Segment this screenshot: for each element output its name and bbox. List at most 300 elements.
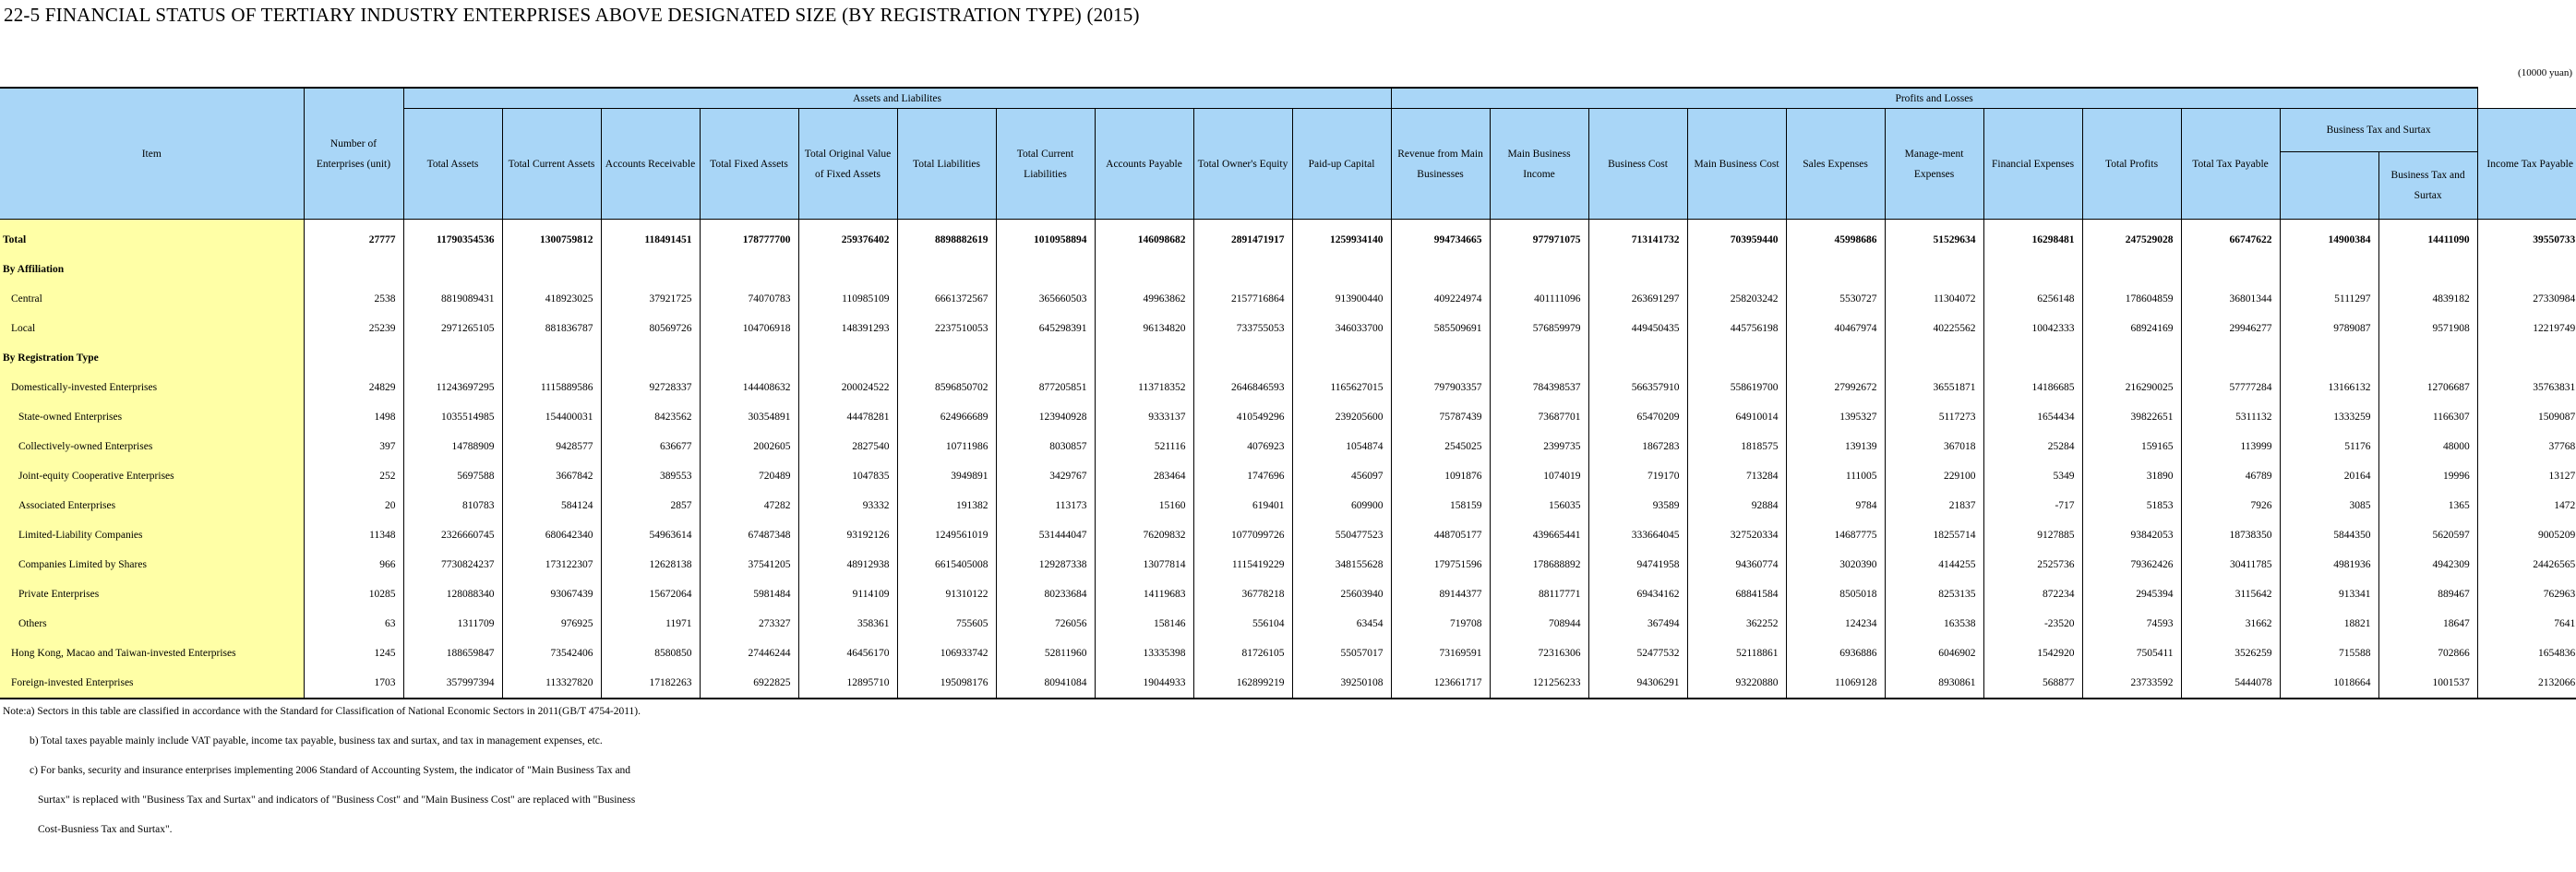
table-cell: 66747622 (2181, 220, 2280, 256)
table-cell: 9789087 (2280, 314, 2378, 343)
table-cell: 4144255 (1885, 550, 1983, 579)
table-cell: 51853 (2082, 491, 2181, 520)
col-header-total-fixed-assets: Total Fixed Assets (700, 109, 798, 220)
group-header-assets: Assets and Liabilites (403, 88, 1391, 109)
table-row (0, 520, 2576, 550)
note-b: b) Total taxes payable mainly include VAT payable, income tax payable, business tax and surtax, and tax in management expenses, etc. (30, 735, 603, 747)
table-cell: 13077814 (1095, 550, 1193, 579)
table-cell: 719170 (1588, 461, 1687, 491)
table-cell (601, 343, 700, 373)
row-label: Private Enterprises (0, 579, 304, 609)
table-cell: 123661717 (1391, 668, 1490, 699)
table-cell: 14900384 (2280, 220, 2378, 256)
table-cell: 30354891 (700, 402, 798, 432)
table-cell: 27330984 (2477, 284, 2576, 314)
table-cell: 94741958 (1588, 550, 1687, 579)
table-cell: 401111096 (1490, 284, 1588, 314)
table-cell: 619401 (1193, 491, 1292, 520)
table-cell: 13166132 (2280, 373, 2378, 402)
table-cell: 178777700 (700, 220, 798, 256)
table-cell (1786, 343, 1885, 373)
table-cell (1588, 343, 1687, 373)
col-header-accounts-payable: Accounts Payable (1095, 109, 1193, 220)
table-cell: 45998686 (1786, 220, 1885, 256)
table-cell: 2646846593 (1193, 373, 1292, 402)
table-cell: 113718352 (1095, 373, 1193, 402)
table-cell: 1542920 (1983, 639, 2082, 668)
table-cell (897, 255, 996, 284)
table-cell: 1333259 (2280, 402, 2378, 432)
table-cell: 5117273 (1885, 402, 1983, 432)
col-header-income-tax-payable: Income Tax Payable (2477, 109, 2576, 220)
table-cell: 216290025 (2082, 373, 2181, 402)
table-cell: 74593 (2082, 609, 2181, 639)
table-cell: 720489 (700, 461, 798, 491)
table-cell: 64910014 (1687, 402, 1786, 432)
table-cell: 1091876 (1391, 461, 1490, 491)
table-cell: 762963 (2477, 579, 2576, 609)
table-cell: 128088340 (403, 579, 502, 609)
table-cell: 2399735 (1490, 432, 1588, 461)
table-cell: 1001537 (2378, 668, 2477, 699)
table-cell (403, 255, 502, 284)
table-cell: 10042333 (1983, 314, 2082, 343)
col-header-total-liabilities: Total Liabilities (897, 109, 996, 220)
notes-section (3, 697, 641, 844)
table-cell: 48000 (2378, 432, 2477, 461)
table-cell: 365660503 (996, 284, 1095, 314)
table-cell: 5530727 (1786, 284, 1885, 314)
table-cell: 80569726 (601, 314, 700, 343)
table-cell (798, 343, 897, 373)
table-cell: 247529028 (2082, 220, 2181, 256)
table-cell: 6661372567 (897, 284, 996, 314)
col-header-total-original-value: Total Original Value of Fixed Assets (798, 109, 897, 220)
table-cell: 1300759812 (502, 220, 601, 256)
table-cell: -23520 (1983, 609, 2082, 639)
table-cell: 63454 (1292, 609, 1391, 639)
table-cell: 158159 (1391, 491, 1490, 520)
table-cell: 3020390 (1786, 550, 1885, 579)
table-cell: 7505411 (2082, 639, 2181, 668)
table-cell: 139139 (1786, 432, 1885, 461)
table-cell: 576859979 (1490, 314, 1588, 343)
row-label: Central (0, 284, 304, 314)
table-cell: 20 (304, 491, 403, 520)
table-cell: 362252 (1687, 609, 1786, 639)
table-cell: 556104 (1193, 609, 1292, 639)
col-header-item: Item (0, 88, 304, 220)
row-label: Foreign-invested Enterprises (0, 668, 304, 699)
table-cell: 1498 (304, 402, 403, 432)
table-cell: 30411785 (2181, 550, 2280, 579)
table-cell: 73687701 (1490, 402, 1588, 432)
table-cell: 521116 (1095, 432, 1193, 461)
table-cell: 25239 (304, 314, 403, 343)
table-row (0, 550, 2576, 579)
table-cell: 715588 (2280, 639, 2378, 668)
row-label: Hong Kong, Macao and Taiwan-invested Enterprises (0, 639, 304, 668)
table-cell: 27992672 (1786, 373, 1885, 402)
row-label: Companies Limited by Shares (0, 550, 304, 579)
table-cell: 346033700 (1292, 314, 1391, 343)
table-cell: 8580850 (601, 639, 700, 668)
table-cell: 713141732 (1588, 220, 1687, 256)
col-header-total-profits: Total Profits (2082, 109, 2181, 220)
table-cell: 8596850702 (897, 373, 996, 402)
table-cell: 11790354536 (403, 220, 502, 256)
table-cell: 702866 (2378, 639, 2477, 668)
table-cell (1193, 343, 1292, 373)
table-cell: 36551871 (1885, 373, 1983, 402)
table-cell: 456097 (1292, 461, 1391, 491)
table-cell: 118491451 (601, 220, 700, 256)
table-cell: 3115642 (2181, 579, 2280, 609)
table-row (0, 373, 2576, 402)
table-cell: 1472 (2477, 491, 2576, 520)
table-cell: 7730824237 (403, 550, 502, 579)
table-cell: 1074019 (1490, 461, 1588, 491)
table-cell: 333664045 (1588, 520, 1687, 550)
table-cell: 91310122 (897, 579, 996, 609)
table-cell: 229100 (1885, 461, 1983, 491)
table-cell: 1035514985 (403, 402, 502, 432)
table-cell: 162899219 (1193, 668, 1292, 699)
table-cell: 46789 (2181, 461, 2280, 491)
table-cell: 1047835 (798, 461, 897, 491)
table-cell: 2857 (601, 491, 700, 520)
col-header-total-current-assets: Total Current Assets (502, 109, 601, 220)
table-cell: 881836787 (502, 314, 601, 343)
table-cell: 5349 (1983, 461, 2082, 491)
table-cell (1885, 343, 1983, 373)
table-cell: 713284 (1687, 461, 1786, 491)
table-cell: 448705177 (1391, 520, 1490, 550)
table-cell: 259376402 (798, 220, 897, 256)
table-cell: 976925 (502, 609, 601, 639)
table-cell: 27777 (304, 220, 403, 256)
table-cell (1786, 255, 1885, 284)
table-cell: 9333137 (1095, 402, 1193, 432)
table-cell: 1115889586 (502, 373, 601, 402)
table-cell: 1654434 (1983, 402, 2082, 432)
table-cell (1095, 255, 1193, 284)
table-cell: 67487348 (700, 520, 798, 550)
table-cell: 163538 (1885, 609, 1983, 639)
table-cell: 2132066 (2477, 668, 2576, 699)
table-cell: 15672064 (601, 579, 700, 609)
table-cell: 68841584 (1687, 579, 1786, 609)
table-cell: 357997394 (403, 668, 502, 699)
table-cell: 17182263 (601, 668, 700, 699)
table-cell: 4942309 (2378, 550, 2477, 579)
table-cell: 3949891 (897, 461, 996, 491)
table-cell: 9784 (1786, 491, 1885, 520)
table-cell (601, 255, 700, 284)
table-cell (2082, 343, 2181, 373)
row-label: Total (0, 220, 304, 256)
table-cell: 55057017 (1292, 639, 1391, 668)
table-cell: 40225562 (1885, 314, 1983, 343)
table-row (0, 255, 2576, 284)
table-cell: 7926 (2181, 491, 2280, 520)
table-cell (1983, 255, 2082, 284)
table-cell: 719708 (1391, 609, 1490, 639)
table-cell: 79362426 (2082, 550, 2181, 579)
table-cell: 8930861 (1885, 668, 1983, 699)
table-cell: 258203242 (1687, 284, 1786, 314)
table-cell (1885, 255, 1983, 284)
table-cell: 74070783 (700, 284, 798, 314)
table-cell: 47282 (700, 491, 798, 520)
table-cell: 31662 (2181, 609, 2280, 639)
table-cell: 75787439 (1391, 402, 1490, 432)
table-cell: 73542406 (502, 639, 601, 668)
table-cell: 877205851 (996, 373, 1095, 402)
table-cell: 188659847 (403, 639, 502, 668)
table-cell: 44478281 (798, 402, 897, 432)
table-cell: 31890 (2082, 461, 2181, 491)
table-cell: 1054874 (1292, 432, 1391, 461)
table-cell: 5844350 (2280, 520, 2378, 550)
table-cell (798, 255, 897, 284)
table-body (0, 220, 2576, 699)
table-cell: 913900440 (1292, 284, 1391, 314)
table-cell: 179751596 (1391, 550, 1490, 579)
table-cell (996, 343, 1095, 373)
note-c: c) For banks, security and insurance enterprises implementing 2006 Standard of Accounting System, the indicator of "Main Business Tax and (30, 765, 631, 776)
col-header-main-business-cost: Main Business Cost (1687, 109, 1786, 220)
table-cell: 5444078 (2181, 668, 2280, 699)
table-cell: 5620597 (2378, 520, 2477, 550)
table-cell: 7641 (2477, 609, 2576, 639)
table-cell: 9005209 (2477, 520, 2576, 550)
table-cell: 36778218 (1193, 579, 1292, 609)
table-cell: 636677 (601, 432, 700, 461)
note-a: Note:a) Sectors in this table are classified in accordance with the Standard for Classification of National Economic Sectors in 2011(GB/T 4754-2011). (3, 706, 641, 717)
table-cell: 2945394 (2082, 579, 2181, 609)
table-cell: 11243697295 (403, 373, 502, 402)
row-label: By Affiliation (0, 255, 304, 284)
table-cell: 8898882619 (897, 220, 996, 256)
col-header-total-current-liabilities: Total Current Liabilities (996, 109, 1095, 220)
table-cell: 239205600 (1292, 402, 1391, 432)
table-cell (2280, 255, 2378, 284)
table-cell: 1077099726 (1193, 520, 1292, 550)
col-header-financial-expenses: Financial Expenses (1983, 109, 2082, 220)
table-cell: 8423562 (601, 402, 700, 432)
table-cell: 13127 (2477, 461, 2576, 491)
table-cell: 111005 (1786, 461, 1885, 491)
table-cell: 8030857 (996, 432, 1095, 461)
page-title: 22-5 FINANCIAL STATUS OF TERTIARY INDUSTRY ENTERPRISES ABOVE DESIGNATED SIZE (BY REGISTRATION TYPE) (2015) (4, 4, 1140, 26)
table-cell: 51176 (2280, 432, 2378, 461)
table-cell: 1245 (304, 639, 403, 668)
table-row (0, 609, 2576, 639)
table-cell: 113999 (2181, 432, 2280, 461)
table-cell: 4981936 (2280, 550, 2378, 579)
table-cell: 106933742 (897, 639, 996, 668)
table-cell: 93067439 (502, 579, 601, 609)
table-cell: 1115419229 (1193, 550, 1292, 579)
table-cell: 37768 (2477, 432, 2576, 461)
table-cell: 755605 (897, 609, 996, 639)
table-cell (897, 343, 996, 373)
table-cell: 409224974 (1391, 284, 1490, 314)
table-cell: 57777284 (2181, 373, 2280, 402)
table-cell: 92728337 (601, 373, 700, 402)
col-header-total-tax-payable: Total Tax Payable (2181, 109, 2280, 220)
table-cell: 48912938 (798, 550, 897, 579)
table-cell: 110985109 (798, 284, 897, 314)
table-cell (1292, 343, 1391, 373)
row-label: Local (0, 314, 304, 343)
table-cell: 6922825 (700, 668, 798, 699)
table-cell: 1747696 (1193, 461, 1292, 491)
table-cell: 49963862 (1095, 284, 1193, 314)
table-cell: 6256148 (1983, 284, 2082, 314)
table-cell: 144408632 (700, 373, 798, 402)
table-cell: 15160 (1095, 491, 1193, 520)
table-cell (2378, 343, 2477, 373)
table-cell: 367494 (1588, 609, 1687, 639)
table-cell (2082, 255, 2181, 284)
col-header-num-enterprises: Number of Enterprises (unit) (304, 88, 403, 220)
table-cell (700, 343, 798, 373)
table-cell: 178604859 (2082, 284, 2181, 314)
table-cell: 16298481 (1983, 220, 2082, 256)
row-label: Joint-equity Cooperative Enterprises (0, 461, 304, 491)
table-cell: 9127885 (1983, 520, 2082, 550)
table-cell: 1249561019 (897, 520, 996, 550)
table-cell: 73169591 (1391, 639, 1490, 668)
table-cell: 584124 (502, 491, 601, 520)
table-cell: 872234 (1983, 579, 2082, 609)
table-cell: 568877 (1983, 668, 2082, 699)
table-cell: 29946277 (2181, 314, 2280, 343)
col-header-main-business-income: Main Business Income (1490, 109, 1588, 220)
table-cell: 6046902 (1885, 639, 1983, 668)
row-label: Domestically-invested Enterprises (0, 373, 304, 402)
table-cell (1490, 255, 1588, 284)
table-cell: 148391293 (798, 314, 897, 343)
table-cell: 2545025 (1391, 432, 1490, 461)
table-cell: 9114109 (798, 579, 897, 609)
table-row (0, 432, 2576, 461)
table-cell: 11069128 (1786, 668, 1885, 699)
table-cell: 1010958894 (996, 220, 1095, 256)
table-cell: 2326660745 (403, 520, 502, 550)
table-cell: 89144377 (1391, 579, 1490, 609)
row-label: Collectively-owned Enterprises (0, 432, 304, 461)
table-cell: 156035 (1490, 491, 1588, 520)
table-cell: 129287338 (996, 550, 1095, 579)
table-cell: 24426565 (2477, 550, 2576, 579)
table-cell: 80941084 (996, 668, 1095, 699)
table-cell: 51529634 (1885, 220, 1983, 256)
table-cell: 159165 (2082, 432, 2181, 461)
table-cell: 19044933 (1095, 668, 1193, 699)
table-cell: 1509087 (2477, 402, 2576, 432)
table-cell: 52811960 (996, 639, 1095, 668)
table-cell: 14411090 (2378, 220, 2477, 256)
table-cell: 52118861 (1687, 639, 1786, 668)
table-cell: 158146 (1095, 609, 1193, 639)
table-row (0, 220, 2576, 256)
table-cell (1687, 343, 1786, 373)
table-cell: 5697588 (403, 461, 502, 491)
table-cell (1391, 255, 1490, 284)
table-cell (1983, 343, 2082, 373)
table-cell: 76209832 (1095, 520, 1193, 550)
table-cell: 173122307 (502, 550, 601, 579)
table-cell: 708944 (1490, 609, 1588, 639)
table-cell: 9571908 (2378, 314, 2477, 343)
table-cell: 2157716864 (1193, 284, 1292, 314)
row-label: State-owned Enterprises (0, 402, 304, 432)
table-row (0, 639, 2576, 668)
table-cell: 39550733 (2477, 220, 2576, 256)
table-cell: 4839182 (2378, 284, 2477, 314)
table-cell: 13335398 (1095, 639, 1193, 668)
table-row (0, 284, 2576, 314)
table-cell: 283464 (1095, 461, 1193, 491)
col-header-management-expenses: Manage-ment Expenses (1885, 109, 1983, 220)
table-cell (304, 255, 403, 284)
table-cell (502, 343, 601, 373)
table-cell: 2237510053 (897, 314, 996, 343)
table-cell (1490, 343, 1588, 373)
table-cell: 3429767 (996, 461, 1095, 491)
table-cell (403, 343, 502, 373)
table-cell: 72316306 (1490, 639, 1588, 668)
table-cell: 8253135 (1885, 579, 1983, 609)
table-cell: 96134820 (1095, 314, 1193, 343)
table-cell: 397 (304, 432, 403, 461)
table-row (0, 461, 2576, 491)
table-cell: 2971265105 (403, 314, 502, 343)
table-cell (2477, 255, 2576, 284)
table-cell: 966 (304, 550, 403, 579)
table-cell: 154400031 (502, 402, 601, 432)
table-cell (2280, 343, 2378, 373)
table-cell: 12895710 (798, 668, 897, 699)
table-cell: 1165627015 (1292, 373, 1391, 402)
col-header-business-tax-surtax-sub: Business Tax and Surtax (2378, 152, 2477, 220)
table-cell: 410549296 (1193, 402, 1292, 432)
table-cell: 93589 (1588, 491, 1687, 520)
table-cell: 69434162 (1588, 579, 1687, 609)
table-cell: 797903357 (1391, 373, 1490, 402)
col-header-revenue-main: Revenue from Main Businesses (1391, 109, 1490, 220)
table-cell: 94306291 (1588, 668, 1687, 699)
table-cell: 12628138 (601, 550, 700, 579)
table-cell: 146098682 (1095, 220, 1193, 256)
table-cell: 3085 (2280, 491, 2378, 520)
table-cell: 6615405008 (897, 550, 996, 579)
table-cell (700, 255, 798, 284)
table-cell: 1259934140 (1292, 220, 1391, 256)
table-cell: 121256233 (1490, 668, 1588, 699)
table-cell: 11304072 (1885, 284, 1983, 314)
table-cell: 327520334 (1687, 520, 1786, 550)
table-cell: 35763831 (2477, 373, 2576, 402)
table-cell: 12219749 (2477, 314, 2576, 343)
table-cell: 889467 (2378, 579, 2477, 609)
col-header-business-tax-surtax: Business Tax and Surtax (2280, 109, 2477, 152)
table-row (0, 668, 2576, 699)
table-cell: 726056 (996, 609, 1095, 639)
